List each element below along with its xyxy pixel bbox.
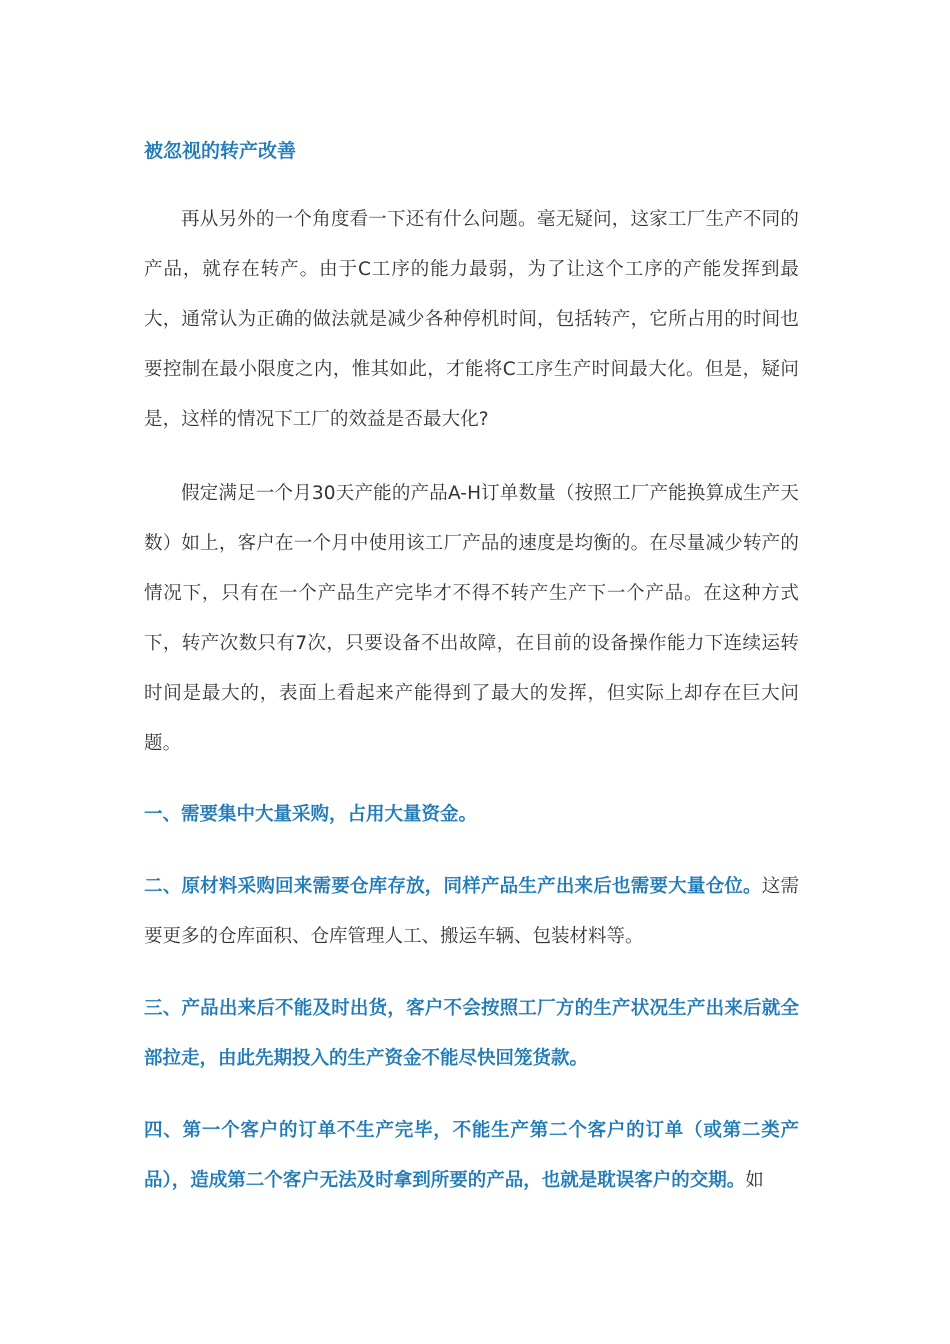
point-text: 这需要更多的仓库面积、仓库管理人工、搬运车辆、包装材料等。: [144, 876, 799, 947]
problem-point: [144, 862, 799, 962]
point-highlight: 四、第一个客户的订单不生产完毕，不能生产第二个客户的订单（或第二类产品），造成第二个客户无法及时拿到所要的产品，也就是耽误客户的交期。: [144, 1120, 799, 1191]
point-highlight: 一、需要集中大量采购，占用大量资金。: [144, 804, 478, 825]
problem-point: [144, 790, 799, 840]
point-highlight: 二、原材料采购回来需要仓库存放，同样产品生产出来后也需要大量仓位。: [144, 876, 762, 897]
problem-point: [144, 984, 799, 1084]
point-highlight: 三、产品出来后不能及时出货，客户不会按照工厂方的生产状况生产出来后就全部拉走，由此先期投入的生产资金不能尽快回笼货款。: [144, 998, 799, 1069]
point-text: 如: [745, 1170, 764, 1191]
body-paragraph: 再从另外的一个角度看一下还有什么问题。毫无疑问，这家工厂生产不同的产品，就存在转产。由于C工序的能力最弱，为了让这个工序的产能发挥到最大，通常认为正确的做法就是减少各种停机时间，包括转产，它所占用的时间也要控制在最小限度之内，惟其如此，才能将C工序生产时间最大化。但是，疑问是，这样的情况下工厂的效益是否最大化?: [144, 209, 799, 430]
body-paragraph: 假定满足一个月30天产能的产品A-H订单数量（按照工厂产能换算成生产天数）如上，客户在一个月中使用该工厂产品的速度是均衡的。在尽量减少转产的情况下，只有在一个产品生产完毕才不得不转产生产下一个产品。在这种方式下，转产次数只有7次，只要设备不出故障，在目前的设备操作能力下连续运转时间是最大的，表面上看起来产能得到了最大的发挥，但实际上却存在巨大问题。: [144, 483, 799, 754]
problem-point: [144, 1106, 799, 1206]
section-title: 被忽视的转产改善: [144, 140, 297, 162]
